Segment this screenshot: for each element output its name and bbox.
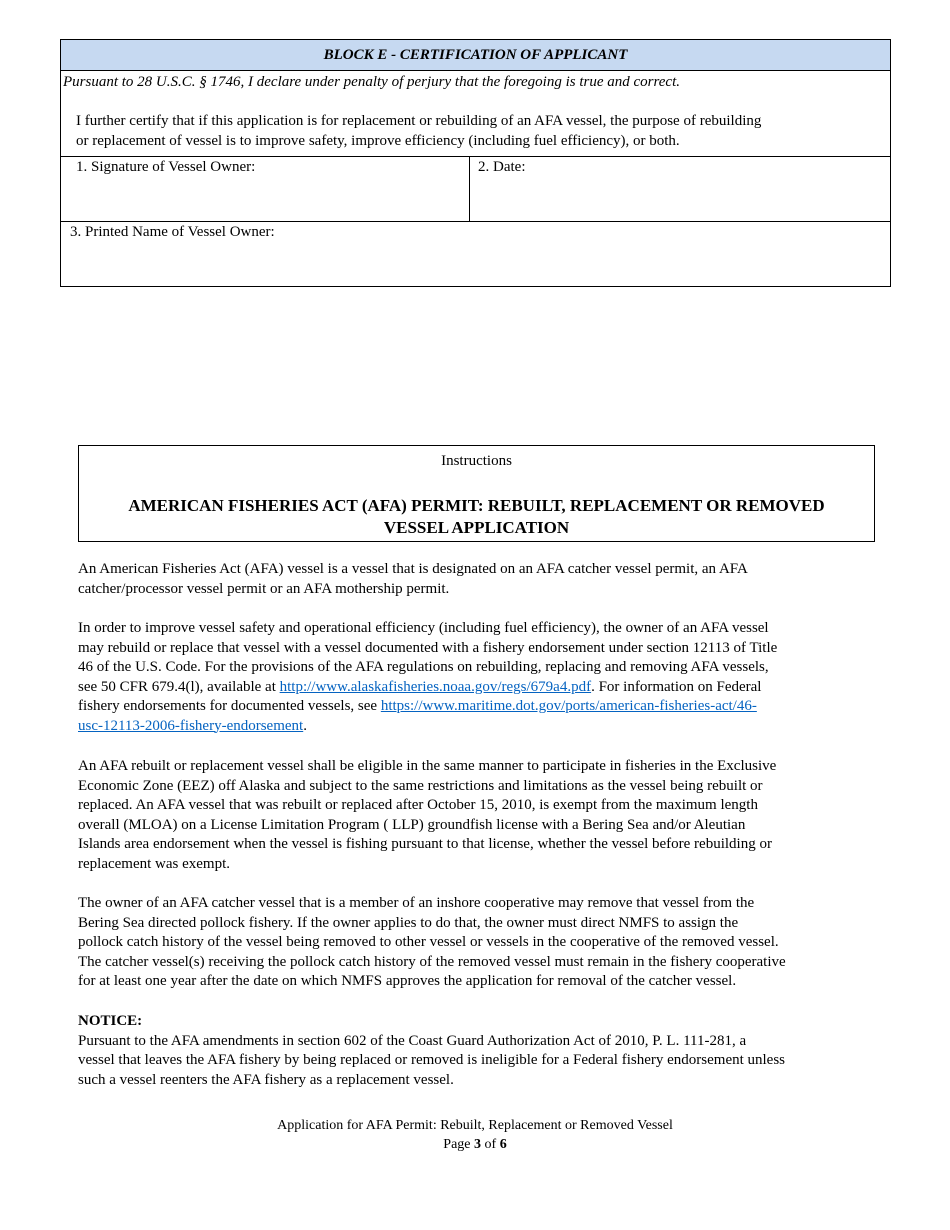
printed-name-label: 3. Printed Name of Vessel Owner:	[70, 224, 275, 240]
text-line: may rebuild or replace that vessel with a vessel documented with a fishery endorsement under section 12113 of Title	[78, 639, 778, 656]
title-line: AMERICAN FISHERIES ACT (AFA) PERMIT: REBUILT, REPLACEMENT OR REMOVED	[128, 496, 825, 515]
text-line: pollock catch history of the vessel being removed to other vessel or vessels in the cooperative of the removed vessel.	[78, 934, 779, 950]
text-segment: fishery endorsements for documented vessels, see	[78, 698, 381, 714]
paragraph-afa-definition	[78, 560, 878, 599]
page-number	[0, 1136, 950, 1155]
printed-name-row	[61, 222, 890, 286]
text-line: The catcher vessel(s) receiving the pollock catch history of the removed vessel must remain in the fishery cooperative	[78, 953, 786, 970]
declaration-section	[61, 71, 890, 157]
text-segment: . For information on Federal	[591, 678, 762, 695]
block-e-header: BLOCK E - CERTIFICATION OF APPLICANT	[61, 40, 890, 71]
text-segment: see 50 CFR 679.4(l), available at	[78, 678, 280, 695]
title-line: VESSEL APPLICATION	[383, 518, 570, 537]
text-line: The owner of an AFA catcher vessel that is a member of an inshore cooperative may remove that vessel from the	[78, 895, 755, 911]
signature-field[interactable]	[61, 157, 470, 221]
text-line: Islands area endorsement when the vessel is fishing pursuant to that license, whether the vessel before rebuilding or	[78, 836, 772, 852]
date-label: 2. Date:	[478, 159, 526, 175]
text-line: Bering Sea directed pollock fishery. If the owner applies to do that, the owner must direct NMFS to assign the	[78, 914, 739, 931]
text-segment: .	[303, 717, 307, 734]
text-line: replacement was exempt.	[78, 855, 231, 872]
text-line	[78, 697, 878, 717]
signature-row	[61, 157, 890, 222]
page-current: 3	[474, 1136, 482, 1152]
text-line: 46 of the U.S. Code. For the provisions of the AFA regulations on rebuilding, replacing and removing AFA vessels,	[78, 659, 769, 675]
regs-link[interactable]: http://www.alaskafisheries.noaa.gov/regs/679a4.pdf	[279, 678, 592, 695]
page-total: 6	[499, 1136, 507, 1152]
instructions-box	[78, 445, 875, 542]
text-line: catcher/processor vessel permit or an AFA mothership permit.	[78, 580, 450, 597]
text-line: overall (MLOA) on a License Limitation Program ( LLP) groundfish license with a Bering Sea and/or Aleutian	[78, 816, 746, 833]
certification-line: or replacement of vessel is to improve safety, improve efficiency (including fuel efficiency), or both.	[76, 132, 680, 149]
certification-statement	[76, 112, 870, 151]
block-e-certification	[60, 39, 891, 287]
text-line: An American Fisheries Act (AFA) vessel is a vessel that is designated on an AFA catcher vessel permit, an AFA	[78, 561, 748, 577]
text-line: In order to improve vessel safety and operational efficiency (including fuel efficiency), the owner of an AFA vessel	[78, 620, 769, 636]
instructions-title	[89, 495, 864, 539]
notice-section	[78, 1012, 878, 1090]
maritime-link[interactable]: https://www.maritime.dot.gov/ports/american-fisheries-act/46-	[380, 698, 757, 714]
instructions-label: Instructions	[441, 453, 512, 469]
certification-line: I further certify that if this application is for replacement or rebuilding of an AFA vessel, the purpose of rebuilding	[76, 113, 762, 129]
text-line: vessel that leaves the AFA fishery by being replaced or removed is ineligible for a Federal fishery endorsement unless	[78, 1052, 786, 1068]
text-line: replaced. An AFA vessel that was rebuilt or replaced after October 15, 2010, is exempt from the maximum length	[78, 797, 758, 813]
printed-name-field[interactable]	[61, 222, 290, 286]
paragraph-rebuild-replace	[78, 619, 878, 736]
footer-title: Application for AFA Permit: Rebuilt, Replacement or Removed Vessel	[277, 1118, 673, 1133]
text-line: An AFA rebuilt or replacement vessel shall be eligible in the same manner to participate in fisheries in the Exclusive	[78, 758, 777, 774]
notice-heading: NOTICE:	[78, 1013, 143, 1029]
paragraph-eligibility	[78, 757, 878, 874]
page-word: Page	[443, 1136, 471, 1152]
text-line	[78, 717, 878, 737]
signature-label: 1. Signature of Vessel Owner:	[76, 159, 256, 175]
paragraph-removal	[78, 894, 878, 992]
text-line: Economic Zone (EEZ) off Alaska and subject to the same restrictions and limitations as the vessel being rebuilt or	[78, 777, 763, 794]
text-line	[78, 678, 878, 698]
maritime-link-continued[interactable]: usc-12113-2006-fishery-endorsement	[78, 717, 304, 734]
text-line: such a vessel reenters the AFA fishery as a replacement vessel.	[78, 1071, 454, 1088]
perjury-declaration: Pursuant to 28 U.S.C. § 1746, I declare under penalty of perjury that the foregoing is true and correct.	[63, 74, 681, 90]
text-line: for at least one year after the date on which NMFS approves the application for removal of the catcher vessel.	[78, 973, 737, 989]
date-field[interactable]	[470, 157, 890, 221]
page-footer	[0, 1117, 950, 1154]
text-line: Pursuant to the AFA amendments in section 602 of the Coast Guard Authorization Act of 2010, P. L. 111-281, a	[78, 1032, 747, 1049]
of-word: of	[484, 1136, 497, 1152]
